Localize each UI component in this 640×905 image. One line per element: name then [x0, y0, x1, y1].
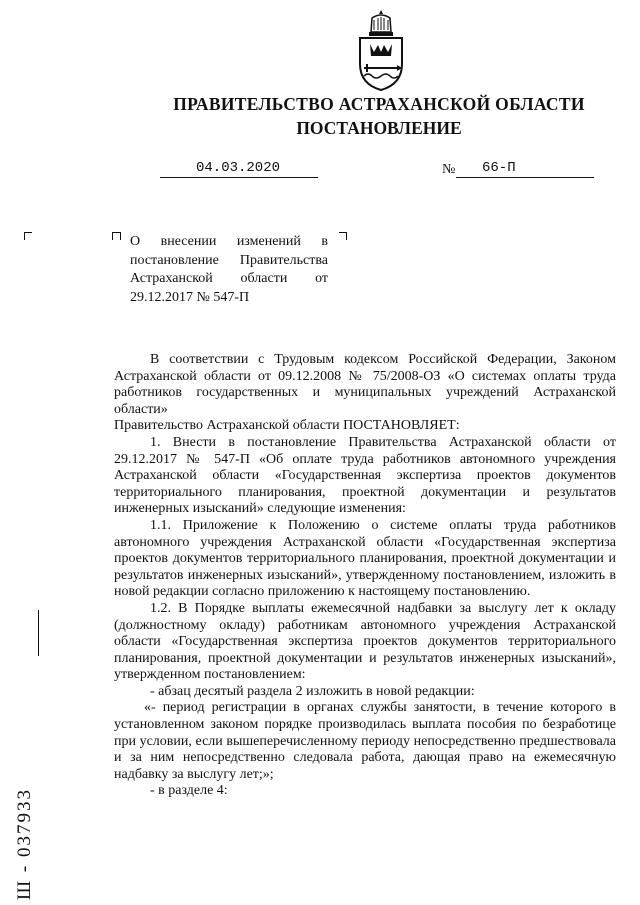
document-subject: О внесении изменений в постановление Правительства Астраханской области от 29.12.2017 № 547-П [130, 234, 328, 305]
clause-1-paragraph: 1. Внести в постановление Правительства Астраханской области от 29.12.2017 № 547-П «Об оплате труда работников автономного учреждения Астраханской области «Государственная экспертиза проектов документов территориального планирования, проектной документации и результатов инженерных изысканий» следующие изменения: [114, 434, 616, 517]
subject-bracket-left-inner [112, 232, 121, 240]
resolution-paragraph: Правительство Астраханской области ПОСТАНОВЛЯЕТ: [114, 418, 460, 434]
preamble-paragraph: В соответствии с Трудовым кодексом Российской Федерации, Законом Астраханской области от 09.12.2008 № 75/2008-ОЗ «О системах оплаты труда работников государственных и муниципальных учреждений Астраханской области» [114, 352, 616, 417]
subclause-paragraph: - абзац десятый раздела 2 изложить в новой редакции: [150, 683, 475, 699]
coat-of-arms-icon [350, 8, 412, 92]
date-underline [160, 177, 318, 178]
section-4-paragraph: - в разделе 4: [150, 783, 228, 799]
subject-bracket-right [339, 232, 347, 240]
document-number: 66-П [482, 160, 516, 176]
clause-1-1-paragraph: 1.1. Приложение к Положению о системе оплаты труда работников автономного учреждения Астраханской области «Государственная экспертиза проектов документов территориального планирования, проектной документации и результатов инженерных изысканий», утвержденному постановлением, изложить в новой редакции согласно приложению к настоящему постановлению. [114, 517, 616, 600]
quoted-paragraph: «- период регистрации в органах службы занятости, в течение которого в установленном законом порядке производилась выплата пособия по безработице при условии, если вышеперечисленному периоду непосредственно предшествовала и за ним непосредственно следовала работа, дающая право на ежемесячную надбавку за выслугу лет;»; [114, 700, 616, 782]
number-underline [456, 177, 594, 178]
margin-corner-mark [24, 232, 32, 240]
clause-1-2-paragraph: 1.2. В Порядке выплаты ежемесячной надбавки за выслугу лет к окладу (должностному окладу) работникам автономного учреждения Астраханской области «Государственная экспертиза проектов документов территориального планирования, проектной документации и результатов инженерных изысканий», утвержденном постановлением: [114, 600, 616, 683]
side-serial-number: Ш - 037933 [14, 788, 35, 900]
document-date: 04.03.2020 [196, 160, 281, 176]
number-sign: № [442, 162, 456, 177]
document-body [114, 352, 616, 800]
document-type-title: ПОСТАНОВЛЕНИЕ [296, 118, 462, 138]
government-title: ПРАВИТЕЛЬСТВО АСТРАХАНСКОЙ ОБЛАСТИ [173, 94, 585, 114]
margin-line [38, 610, 39, 656]
